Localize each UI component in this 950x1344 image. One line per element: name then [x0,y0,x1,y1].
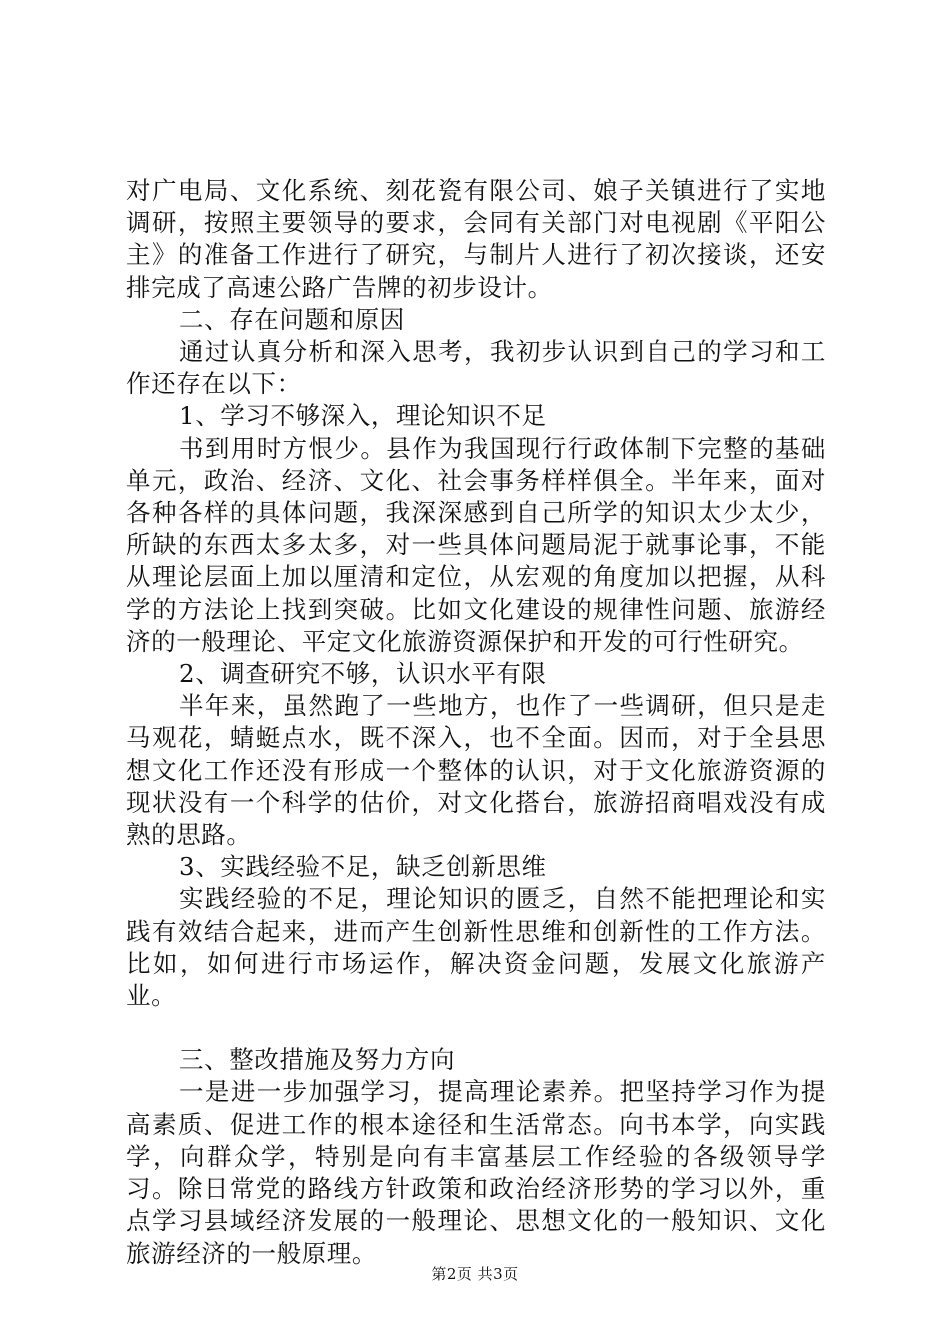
paragraph-study: 书到用时方恨少。县作为我国现行行政体制下完整的基础单元，政治、经济、文化、社会事务样样俱全。半年来，面对各种各样的具体问题，我深深感到自己所学的知识太少太少，所缺的东西太多太多，对一些具体问题局泥于就事论事，不能从理论层面上加以厘清和定位，从宏观的角度加以把握，从科学的方法论上找到突破。比如文化建设的规律性问题、旅游经济的一般理论、平定文化旅游资源保护和开发的可行性研究。 [126,433,826,656]
paragraph-measures: 一是进一步加强学习，提高理论素养。把坚持学习作为提高素质、促进工作的根本途径和生活常态。向书本学，向实践学，向群众学，特别是向有丰富基层工作经验的各级领导学习。除日常党的路线方针政策和政治经济形势的学习以外，重点学习县域经济发展的一般理论、思想文化的一般知识、文化旅游经济的一般原理。 [126,1077,826,1268]
subheading-practice: 3、实践经验不足，缺乏创新思维 [179,852,547,882]
document-body [126,175,826,1270]
paragraph-intro-problems: 通过认真分析和深入思考，我初步认识到自己的学习和工作还存在以下： [126,337,826,399]
paragraph-continuation: 对广电局、文化系统、刻花瓷有限公司、娘子关镇进行了实地调研，按照主要领导的要求，会同有关部门对电视剧《平阳公主》的准备工作进行了研究，与制片人进行了初次接谈，还安排完成了高速公路广告牌的初步设计。 [126,176,826,302]
paragraph-research: 半年来，虽然跑了一些地方，也作了一些调研，但只是走马观花，蜻蜓点水，既不深入，也不全面。因而，对于全县思想文化工作还没有形成一个整体的认识，对于文化旅游资源的现状没有一个科学的估价，对文化搭台，旅游招商唱戏没有成熟的思路。 [126,691,826,850]
paragraph-gap [126,1012,826,1044]
subheading-research: 2、调查研究不够，认识水平有限 [179,659,547,689]
section-heading-problems: 二、存在问题和原因 [179,304,405,334]
page-footer: 第2页 共3页 [431,1265,519,1283]
section-heading-measures: 三、整改措施及努力方向 [179,1045,456,1075]
subheading-study: 1、学习不够深入，理论知识不足 [179,401,547,431]
paragraph-practice: 实践经验的不足，理论知识的匮乏，自然不能把理论和实践有效结合起来，进而产生创新性思维和创新性的工作方法。比如，如何进行市场运作，解决资金问题，发展文化旅游产业。 [126,884,826,1011]
